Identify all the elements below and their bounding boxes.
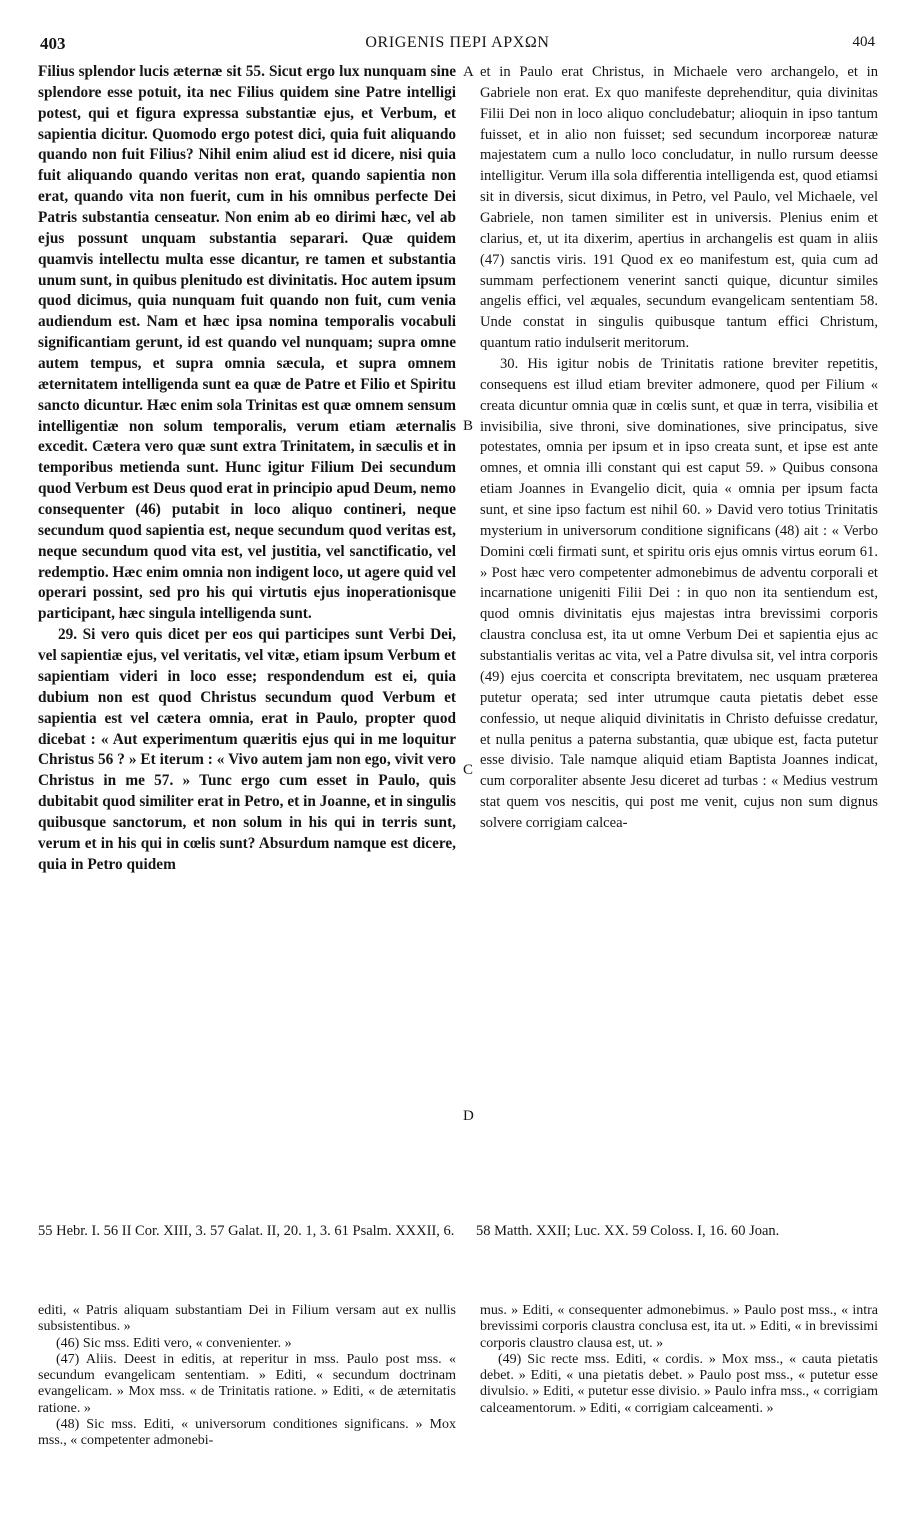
footnotes-right: 58 Matth. XXII; Luc. XX. 59 Coloss. I, 16. 60 Joan. [476, 1223, 780, 1239]
left-paragraph-29: 29. Si vero quis dicet per eos qui participes sunt Verbi Dei, vel sapientiæ ejus, vel veritatis, vel vitæ, etiam ipsum Verbum et sapientiam videri in loco esse; respondendum est ei, quia dubium non est quod Christus secundum quod Verbum et sapientia est vel cætera omnia, erat in Paulo, propter quod dicebat : « Aut experimentum quæritis ejus qui in me loquitur Christus 56 ? » Et iterum : « Vivo autem jam non ego, vivit vero Christus in me 57. » Tunc ergo cum esset in Paulo, quis dubitabit quod similiter erat in Petro, et in Joanne, et in singulis quibusque sanctorum, et non solum in his qui in terris sunt, verum et in his qui in cœlis sunt? Absurdum namque est dicere, quia in Petro quidem [38, 626, 456, 873]
margin-letter-d: D [463, 1108, 474, 1124]
running-title: ORIGENIS ΠΕΡΙ ΑΡΧΩΝ [365, 34, 550, 51]
note-47: (47) Aliis. Deest in editis, at reperitur in mss. Paulo post mss. « secundum evangelicam sententiam. » Editi, « secundum doctrinam evangelicam. » Mox mss. « de Trinitatis ratione. » Editi, « de æternitatis ratione. » [38, 1351, 456, 1416]
footnotes-left: 55 Hebr. I. 56 II Cor. XIII, 3. 57 Galat. II, 20. 1, 3. 61 Psalm. XXXII, 6. [38, 1223, 455, 1239]
note-continued-right: mus. » Editi, « consequenter admonebimus. » Paulo post mss., « intra brevissimi corporis claustra conclusa est, ita ut. » Editi, « in brevissimi corporis claustro clausa est, ut. » [480, 1303, 878, 1351]
margin-letter-c: C [463, 762, 474, 778]
right-paragraph-30: 30. His igitur nobis de Trinitatis ratione breviter repetitis, consequens est illud etiam breviter admonere, quod per Filium « creata dicuntur omnia quæ in cœlis sunt, et quæ in terra, visibilia et invisibilia, sive throni, sive dominationes, sive principatus, sive potestates, omnia per ipsum et in ipso creata sunt, et ipse est ante omnes, et omnia illi constant qui est caput 59. » Quibus consona etiam Joannes in Evangelio dicit, quia « omnia per ipsum facta sunt, et sine ipso factum est nihil 60. » David vero totius Trinitatis mysterium in universorum conditione significans (48) ait : « Verbo Domini cœli firmati sunt, et spiritu oris ejus omnis virtus eorum 61. » Post hæc vero competenter admonebimus de adventu corporali et incarnatione unigeniti Filii Dei : in quo non ita sentiendum est, quod omnis divinitatis ejus majestas intra brevissimi corporis claustra conclusa est, ita ut omne Verbum Dei et sapientia ejus ac substantialis veritas ac vita, vel a Patre divulsa sit, vel intra corporis (49) ejus coercita et conscripta brevitatem, nec usquam præterea putetur operata; sed inter utrumque cauta pietatis debet esse confessio, ut neque aliquid divinitatis in Christo defuisse credatur, et nulla penitus a paterna substantia, quæ ubique est, facta putetur esse divisio. Tale namque aliquid etiam Baptista Joannes indicat, cum corporaliter absente Jesu diceret ad turbas : « Medius vestrum stat quem vos nescitis, qui post me venit, cujus non sum dignus solvere corrigiam calcea- [480, 356, 878, 831]
right-text-column [480, 62, 878, 834]
editorial-notes-left [38, 1303, 456, 1450]
margin-letter-b: B [463, 418, 474, 434]
right-paragraph-1: et in Paulo erat Christus, in Michaele vero archangelo, et in Gabriele non erat. Ex quo manifeste deprehenditur, quia divinitas Filii Dei non in loco aliquo concludebatur; alioquin in ipso tantum fuisset, et in alio non fuisset; sed secundum incorporeæ naturæ majestatem cum a nullo loco concludatur, in nullo rursum deesse intelligitur. Verum illa sola differentia intelligenda est, quod etiamsi sit in diversis, sicut diximus, in Petro, vel Paulo, vel Michaele, vel Gabriele, non tamen similiter est in universis. Plenius enim et clarius, et, ut ita dixerim, apertius in archangelis est quam in aliis (47) sanctis viris. 191 Quod ex eo manifestum est, quia cum ad summam perfectionem venerint sancti quique, dicuntur similes angelis effici, vel æquales, secundum evangelicam sententiam 58. Unde constat in singulis quibusque tantum effici Christum, quantum ratio indulserit meritorum. [480, 64, 878, 352]
page-number-right: 404 [852, 34, 875, 50]
left-text-column [38, 62, 456, 876]
editorial-notes-right [480, 1303, 878, 1417]
left-paragraph-1: Filius splendor lucis æternæ sit 55. Sicut ergo lux nunquam sine splendore esse potuit, ita nec Filius quidem sine Patre intelligi potest, qui et figura expressa substantiæ ejus, et Verbum, et sapientia dicitur. Quomodo ergo potest dici, quia fuit aliquando quando non fuit Filius? Nihil enim aliud est id dicere, nisi quia fuit aliquando quando veritas non erat, quando sapientia non erat, quando vita non fuerit, cum in his omnibus perfecte Dei Patris substantia censeatur. Non enim ab eo dirimi hæc, vel ab ejus possunt unquam substantia separari. Quæ quidem quamvis intellectu multa esse dicantur, re tamen et substantia unum sunt, in quibus plenitudo est divinitatis. Hoc autem ipsum quod dicimus, quia nunquam fuit quando non fuit, cum venia audiendum est. Nam et hæc ipsa nomina temporalis vocabuli significantiam gerunt, id est quando vel nunquam; supra omne autem tempus, et supra omnia sæcula, et supra omnem æternitatem intelligenda sunt ea quæ de Patre et Filio et Spiritu sancto dicuntur. Hæc enim sola Trinitas est quæ omnem sensum intelligentiæ non solum temporalis, verum etiam æternalis excedit. Cætera vero quæ sunt extra Trinitatem, in sæculis et in temporibus metienda sunt. Hunc igitur Filium Dei secundum quod Verbum est Deus quod erat in principio apud Deum, nemo consequenter (46) putabit in loco aliquo contineri, neque secundum quod sapientia est, neque secundum quod veritas est, neque secundum quod vita est, vel justitia, vel sanctificatio, vel redemptio. Hæc enim omnia non indigent loco, ut agere quid vel operari possint, sed pro his qui virtutis ejus inoperationisque participant, hæc singula intelligenda sunt. [38, 63, 456, 623]
page-number-left: 403 [40, 34, 66, 53]
note-49: (49) Sic recte mss. Editi, « cordis. » Mox mss., « cauta pietatis debet. » Editi, « una pietatis debet. » Paulo post mss., « putetur esse divulsio. » Editi, « putetur esse divisio. » Paulo infra mss., « corrigiam calceamentorum. » Editi, « corrigiam calceamenti. » [480, 1351, 878, 1416]
note-48: (48) Sic mss. Editi, « universorum conditiones significans. » Mox mss., « competenter admonebi- [38, 1417, 456, 1449]
margin-letter-a: A [463, 64, 474, 80]
note-continued: editi, « Patris aliquam substantiam Dei in Filium versam aut ex nullis subsistentibus. » [38, 1303, 456, 1335]
page-header [40, 34, 875, 58]
note-46: (46) Sic mss. Editi vero, « convenienter. » [56, 1335, 292, 1351]
